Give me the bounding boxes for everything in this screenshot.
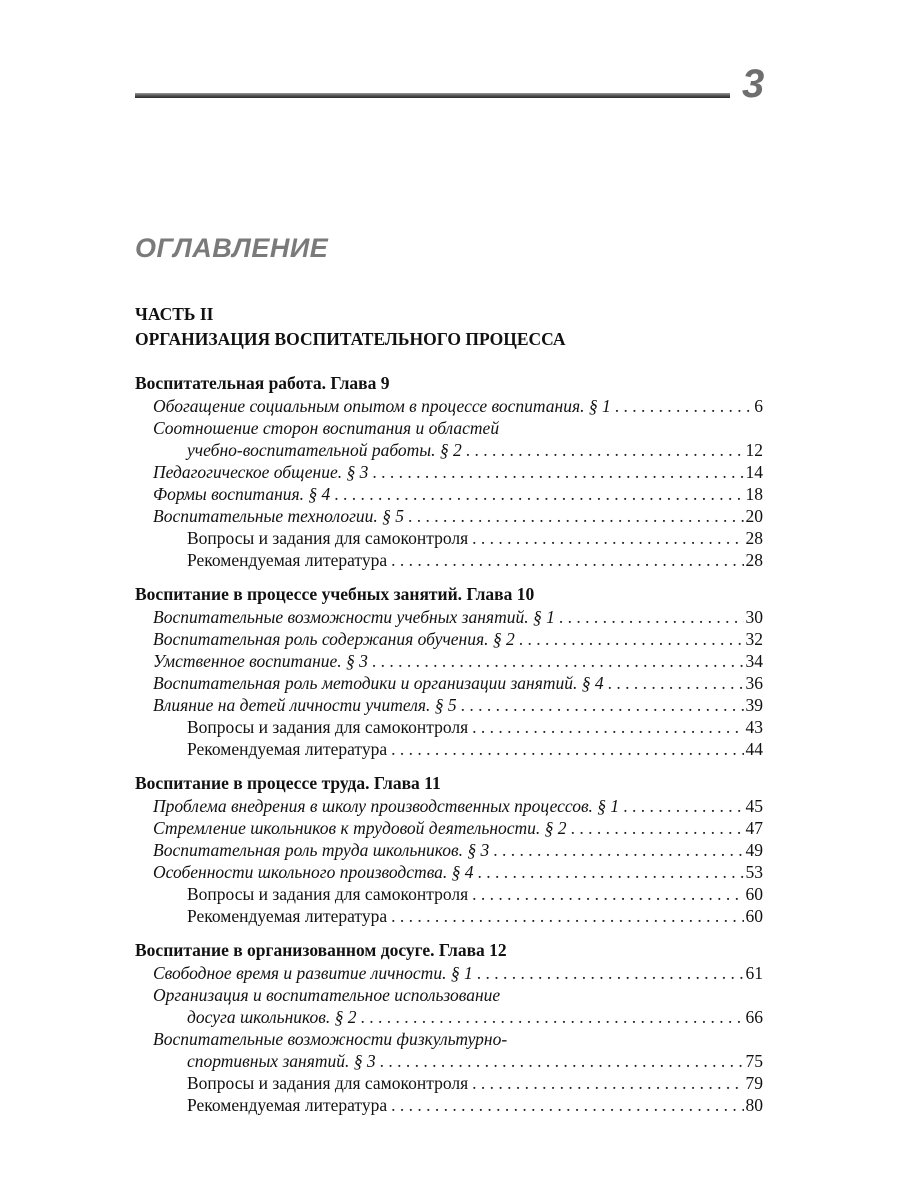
entry-page: 79 [745, 1073, 763, 1093]
toc-entry[interactable] [135, 817, 763, 839]
dot-leader [372, 650, 744, 672]
dot-leader [608, 672, 744, 694]
entry-text: Формы воспитания. § 4 [153, 484, 331, 504]
chapter-title[interactable]: Воспитание в процессе учебных занятий. Глава 10 [135, 584, 535, 604]
entry-text: Воспитательная роль методики и организации занятий. § 4 [153, 673, 604, 693]
entry-page: 80 [745, 1095, 763, 1115]
entry-text: Воспитательные технологии. § 5 [153, 506, 405, 526]
entry-page: 47 [745, 818, 763, 838]
entry-page: 66 [745, 1007, 763, 1027]
entry-page: 60 [745, 906, 763, 926]
toc-entry[interactable] [135, 1094, 763, 1116]
entry-text: Воспитательная роль содержания обучения. § 2 [153, 629, 515, 649]
toc-entry[interactable] [135, 1006, 763, 1028]
dot-leader [615, 395, 753, 417]
entry-text-line1[interactable]: Организация и воспитательное использование [153, 985, 501, 1005]
toc-entry[interactable] [135, 527, 763, 549]
entry-page: 39 [745, 695, 763, 715]
toc-entry[interactable] [135, 483, 763, 505]
entry-text: Вопросы и задания для самоконтроля [187, 717, 469, 737]
toc-entry[interactable] [135, 962, 763, 984]
dot-leader [472, 1072, 743, 1094]
chapter-12 [135, 939, 763, 1116]
entry-page: 75 [745, 1051, 763, 1071]
entry-page: 45 [745, 796, 763, 816]
entry-text: Влияние на детей личности учителя. § 5 [153, 695, 457, 715]
part-heading [135, 302, 566, 352]
dot-leader [391, 738, 743, 760]
toc-title: ОГЛАВЛЕНИЕ [135, 233, 329, 263]
dot-leader [380, 1050, 744, 1072]
entry-page: 60 [745, 884, 763, 904]
chapter-title[interactable]: Воспитание в организованном досуге. Глава 12 [135, 940, 507, 960]
entry-page: 30 [745, 607, 763, 627]
entry-page: 12 [745, 440, 763, 460]
dot-leader [519, 628, 744, 650]
toc-entry[interactable] [135, 439, 763, 461]
dot-leader [472, 527, 743, 549]
dot-leader [391, 549, 743, 571]
toc-entry[interactable] [135, 1072, 763, 1094]
dot-leader [391, 1094, 743, 1116]
entry-page: 14 [745, 462, 763, 482]
entry-page: 36 [745, 673, 763, 693]
chapter-11 [135, 772, 763, 927]
toc-entry[interactable] [135, 738, 763, 760]
dot-leader [361, 1006, 744, 1028]
entry-text: Рекомендуемая литература [187, 550, 388, 570]
entry-page: 49 [745, 840, 763, 860]
entry-text: Рекомендуемая литература [187, 739, 388, 759]
entry-text: Рекомендуемая литература [187, 1095, 388, 1115]
dot-leader [559, 606, 744, 628]
dot-leader [478, 861, 744, 883]
toc-entry[interactable] [135, 716, 763, 738]
entry-text: Воспитательная роль труда школьников. § 3 [153, 840, 490, 860]
entry-text: Умственное воспитание. § 3 [153, 651, 368, 671]
chapter-title[interactable]: Воспитательная работа. Глава 9 [135, 373, 390, 393]
entry-text: Рекомендуемая литература [187, 906, 388, 926]
toc-entry[interactable] [135, 905, 763, 927]
entry-text-line1[interactable]: Соотношение сторон воспитания и областей [153, 418, 500, 438]
dot-leader [571, 817, 744, 839]
entry-text: Вопросы и задания для самоконтроля [187, 1073, 469, 1093]
toc-entry[interactable] [135, 549, 763, 571]
entry-page: 61 [745, 963, 763, 983]
dot-leader [623, 795, 743, 817]
chapter-title[interactable]: Воспитание в процессе труда. Глава 11 [135, 773, 441, 793]
dot-leader [391, 905, 743, 927]
entry-page: 44 [745, 739, 763, 759]
toc-entry[interactable] [135, 461, 763, 483]
entry-text: досуга школьников. § 2 [187, 1007, 357, 1027]
entry-page: 32 [745, 629, 763, 649]
dot-leader [461, 694, 744, 716]
toc-entry[interactable] [135, 839, 763, 861]
toc-entry[interactable] [135, 1050, 763, 1072]
toc-entry[interactable] [135, 628, 763, 650]
entry-text: Особенности школьного производства. § 4 [153, 862, 474, 882]
entry-text: учебно-воспитательной работы. § 2 [187, 440, 462, 460]
entry-text: Стремление школьников к трудовой деятельности. § 2 [153, 818, 567, 838]
dot-leader [372, 461, 743, 483]
entry-page: 34 [745, 651, 763, 671]
entry-page: 20 [745, 506, 763, 526]
dot-leader [472, 883, 743, 905]
dot-leader [493, 839, 743, 861]
entry-text: Проблема внедрения в школу производственных процессов. § 1 [153, 796, 620, 816]
toc-entry[interactable] [135, 650, 763, 672]
dot-leader [334, 483, 743, 505]
toc-entry[interactable] [135, 395, 763, 417]
entry-text: Воспитательные возможности учебных занятий. § 1 [153, 607, 555, 627]
dot-leader [472, 716, 743, 738]
entry-text: Вопросы и задания для самоконтроля [187, 528, 469, 548]
table-of-contents [135, 372, 763, 1128]
entry-page: 6 [754, 396, 763, 416]
toc-entry[interactable] [135, 505, 763, 527]
entry-page: 28 [745, 550, 763, 570]
entry-page: 18 [745, 484, 763, 504]
part-title: ОРГАНИЗАЦИЯ ВОСПИТАТЕЛЬНОГО ПРОЦЕССА [135, 329, 566, 349]
entry-text: спортивных занятий. § 3 [187, 1051, 376, 1071]
toc-entry[interactable] [135, 694, 763, 716]
entry-page: 53 [745, 862, 763, 882]
entry-page: 43 [745, 717, 763, 737]
toc-entry[interactable] [135, 672, 763, 694]
entry-text: Свободное время и развитие личности. § 1 [153, 963, 473, 983]
page-number: 3 [742, 62, 765, 106]
chapter-9 [135, 372, 763, 571]
toc-entry[interactable] [135, 883, 763, 905]
toc-entry[interactable] [135, 606, 763, 628]
chapter-10 [135, 583, 763, 760]
entry-text: Педагогическое общение. § 3 [153, 462, 369, 482]
entry-text-line1[interactable]: Воспитательные возможности физкультурно- [153, 1029, 508, 1049]
toc-entry[interactable] [135, 861, 763, 883]
dot-leader [466, 439, 744, 461]
toc-entry[interactable] [135, 795, 763, 817]
dot-leader [408, 505, 743, 527]
header-rule [135, 93, 730, 98]
dot-leader [477, 962, 744, 984]
part-label: ЧАСТЬ II [135, 304, 214, 324]
entry-text: Вопросы и задания для самоконтроля [187, 884, 469, 904]
entry-text: Обогащение социальным опытом в процессе воспитания. § 1 [153, 396, 611, 416]
entry-page: 28 [745, 528, 763, 548]
